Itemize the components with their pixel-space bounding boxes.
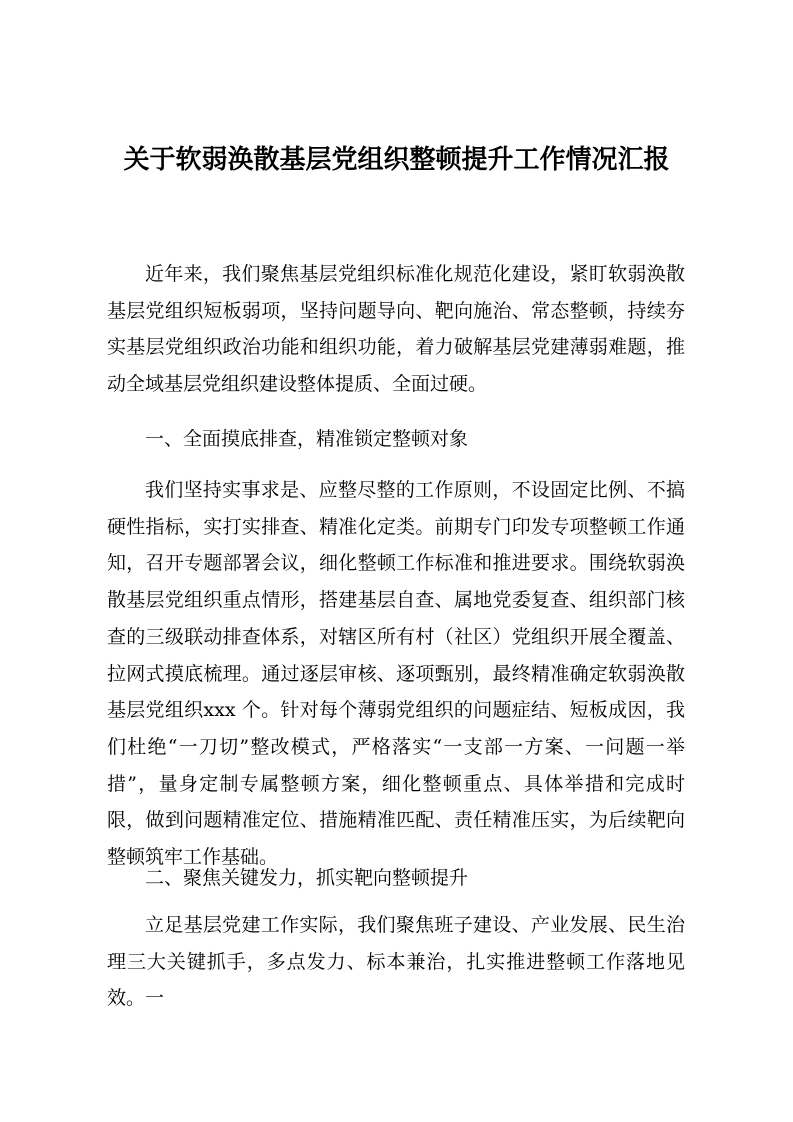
paragraph-section-1: 我们坚持实事求是、应整尽整的工作原则，不设固定比例、不搞硬性指标，实打实排查、精准化定类。前期专门印发专项整顿工作通知，召开专题部署会议，细化整顿工作标准和推进要求。围绕软弱涣散基层党组织重点情形，搭建基层自查、属地党委复查、组织部门核查的三级联动排查体系，对辖区所有村（社区）党组织开展全覆盖、拉网式摸底梳理。通过逐层审核、逐项甄别，最终精准确定软弱涣散基层党组织xxx 个。针对每个薄弱党组织的问题症结、短板成因，我们杜绝“一刀切”整改模式，严格落实“一支部一方案、一问题一举措”，量身定制专属整顿方案，细化整顿重点、具体举措和完成时限，做到问题精准定位、措施精准匹配、责任精准压实，为后续靶向整顿筑牢工作基础。: [107, 479, 685, 869]
paragraph-intro: 近年来，我们聚焦基层党组织标准化规范化建设，紧盯软弱涣散基层党组织短板弱项，坚持问题导向、靶向施治、常态整顿，持续夯实基层党组织政治功能和组织功能，着力破解基层党建薄弱难题，推动全域基层党组织建设整体提质、全面过硬。: [107, 263, 685, 396]
document-title: 关于软弱涣散基层党组织整顿提升工作情况汇报: [123, 145, 670, 175]
section-heading-1: 一、全面摸底排查，精准锁定整顿对象: [145, 428, 469, 450]
paragraph-section-2: 立足基层党建工作实际，我们聚焦班子建设、产业发展、民生治理三大关键抓手，多点发力、标本兼治，扎实推进整顿工作落地见效。一: [107, 914, 685, 1010]
section-heading-2: 二、聚焦关键发力，抓实靶向整顿提升: [145, 867, 469, 889]
